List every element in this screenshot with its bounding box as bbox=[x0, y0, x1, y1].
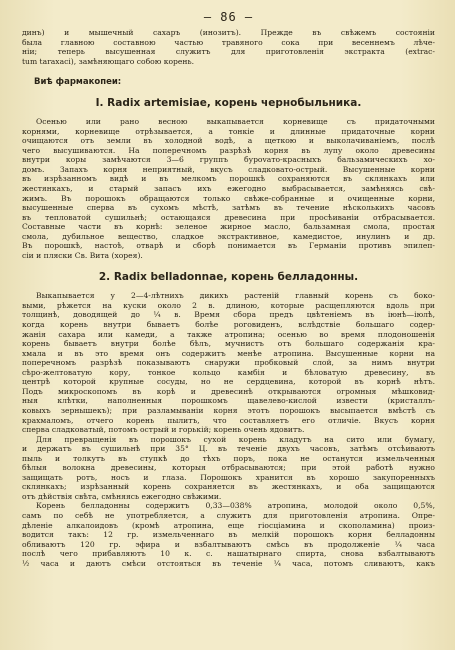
text-line: защищать ротъ, носъ и глаза. Порошокъ хранится въ хорошо закупоренныхъ bbox=[22, 472, 435, 482]
text-line: водится такъ: 12 гр. измельченнаго въ мелкій порошокъ корня белладонны bbox=[22, 530, 435, 540]
page-number: — 86 — bbox=[203, 10, 254, 24]
text-line: домъ. Запахъ корня неприятный, вкусъ сладковато-острый. Высушенные корни bbox=[22, 164, 435, 174]
text-line: tum taraxaci), замѣняющаго собою корень. bbox=[22, 56, 195, 66]
text-line: толщинѣ, доводящей до ¼ в. Время сбора предъ цвѣтеніемъ въ іюнѣ—іюлѣ, bbox=[22, 310, 435, 320]
paragraph-belladonnae bbox=[22, 291, 435, 568]
text-line: въ тепловатой сушильнѣ; остающаяся древесина при просѣиваніи отбрасывается. bbox=[22, 212, 435, 222]
text-line: жестянкахъ, и старый запасъ ихъ ежегодно выбрасывается, замѣняясь свѣ- bbox=[22, 184, 435, 194]
text-line: въ изрѣзанномъ видѣ и въ мелкомъ порошкѣ сохраняются въ склянкахъ или bbox=[22, 174, 435, 184]
text-line: корнями, корневище отрѣзывается, а тонкіе и длинные придаточные корни bbox=[22, 126, 435, 136]
text-line: Въ порошкѣ, настоѣ, отварѣ и сборѣ понимается въ Германіи противъ эпилеп- bbox=[22, 241, 435, 251]
intro-paragraph bbox=[22, 28, 435, 66]
text-line: жимъ. Въ порошокъ обращаются только свѣже-собранные и очищенные корни, bbox=[22, 193, 435, 203]
text-line: сѣро-желтоватую кору, тонкое кольцо камбія и бѣловатую древесину, въ bbox=[22, 367, 435, 377]
text-line: пыль и толкутъ въ ступкѣ до тѣхъ поръ, пока не останутся измельченныя bbox=[22, 453, 435, 463]
text-line: Подъ микроскопомъ въ корѣ и древесинѣ открываются огромныя мѣшковид- bbox=[22, 386, 435, 396]
text-line: обливаютъ 120 гр. эфира и взбалтываютъ смѣсь въ продолженіе ¼ часа bbox=[22, 539, 435, 549]
text-line: отъ дѣйствія свѣта, смѣняясь ежегодно свѣжими. bbox=[22, 491, 222, 501]
text-line: жанія сахара или камеди, а также атропина; осенью во время плодоношенія bbox=[22, 329, 435, 339]
section-label: Виѣ фармакопеи: bbox=[34, 77, 122, 88]
text-line: Составные части въ корнѣ: зеленое жирное масло, бальзамная смола, простая bbox=[22, 222, 435, 232]
text-line: центрѣ которой крупные сосуды, но не сердцевина, которой въ корнѣ нѣтъ. bbox=[22, 377, 435, 387]
heading-artemisiae: I. Radix artemisiae, корень чернобыльника. bbox=[95, 97, 362, 110]
text-line: Для превращенія въ порошокъ сухой корень кладутъ на сито или бумагу, bbox=[36, 434, 435, 444]
text-line: сіи и пляски Св. Вита (хорея). bbox=[22, 250, 143, 260]
text-line: Выкапывается у 2—4-лѣтнихъ дикихъ растеній главный корень съ боко- bbox=[36, 291, 435, 301]
text-line: бѣлыя волокна древесины, которыя отбрасываются; при этой работѣ нужно bbox=[22, 463, 435, 473]
text-line: поперечномъ разрѣзѣ показываютъ снаружи пробковый слой, за нимъ внутри bbox=[22, 358, 435, 368]
text-line: ніи; теперь высушенная служитъ для приготовленія экстракта (extrac- bbox=[22, 47, 435, 57]
text-line: сперва сладковатый, потомъ острый и горькій; корень очень ядовитъ. bbox=[22, 425, 305, 435]
paragraph-artemisiae bbox=[22, 117, 435, 260]
text-line: ныя клѣтки, наполненныя порошкомъ щавелево-кислой извести (кристаллъ- bbox=[22, 396, 435, 406]
text-line: выми, рѣжется на куски около 2 в. длиною, которые расщепляются вдоль при bbox=[22, 300, 435, 310]
text-line: когда корень внутри бываетъ болѣе роговиденъ, вслѣдствіе большаго содер- bbox=[22, 320, 435, 330]
text-line: и держатъ въ сушильнѣ при 35° Ц. въ теченіе двухъ часовъ, затѣмъ отсѣиваютъ bbox=[22, 444, 435, 454]
text-line: склянкахъ; изрѣзанный корень сохраняется въ жестянкахъ, и оба защищаются bbox=[22, 482, 435, 492]
text-line: хмала и въ это время онъ содержитъ менѣе атропина. Высушенные корни на bbox=[22, 348, 435, 358]
text-line: динъ) и мышечный сахаръ (инозитъ). Прежде въ свѣжемъ состояніи bbox=[22, 28, 435, 37]
text-line: крахмаломъ, отчего корень пылитъ, что составляетъ его отличіе. Вкусъ корня bbox=[22, 415, 435, 425]
text-line: корень бываетъ внутри болѣе бѣлъ, мучнистъ отъ большаго содержанія кра- bbox=[22, 339, 435, 349]
text-line: высушенные сперва въ сухомъ мѣстѣ, затѣмъ въ течение нѣсколькихъ часовъ bbox=[22, 203, 435, 213]
heading-belladonnae: 2. Radix belladonnae, корень белладонны. bbox=[98, 271, 359, 284]
text-line: чего высушиваются. На поперечномъ разрѣзѣ корня въ лупу около древесины bbox=[22, 145, 435, 155]
text-line: внутри коры замѣчаются 3—6 группъ бурovато-красныхъ бальзамическихъ хо- bbox=[22, 155, 435, 165]
text-line: Корень белладонны содержитъ 0,33—038% атропина, молодой около 0,5%, bbox=[36, 501, 435, 511]
text-line: самъ по себѣ не употребляется, а служитъ для приготовленія атропина. Опре- bbox=[22, 510, 435, 520]
text-line: очищаются отъ земли въ холодной водѣ, а щеткою и выколачиваніемъ, послѣ bbox=[22, 136, 435, 146]
text-line: Осенью или рано весною выкапывается корневище съ придаточными bbox=[36, 117, 435, 127]
text-line: смола, дубильное вещество, сладкое экстрактивное, камедистое, инулинъ и др. bbox=[22, 231, 435, 241]
text-line: была главною составною частью травяного сока при весеннемъ лѣче- bbox=[22, 37, 435, 47]
text-line: послѣ чего прибавляютъ 10 к. с. нашатырнаго спирта, снова взбалтываютъ bbox=[22, 549, 435, 559]
text-line: ½ часа и даютъ смѣси отстояться въ теченіе ¼ часа, потомъ сливаютъ, какъ bbox=[22, 558, 435, 568]
text-line: ковыхъ зернышекъ); при разламываніи корня этотъ порошокъ высыпается вмѣстѣ съ bbox=[22, 405, 435, 415]
text-line: дѣленіе алкалоидовъ (кромѣ атропина, еще гіосціамина и скополамина) произ- bbox=[22, 520, 435, 530]
